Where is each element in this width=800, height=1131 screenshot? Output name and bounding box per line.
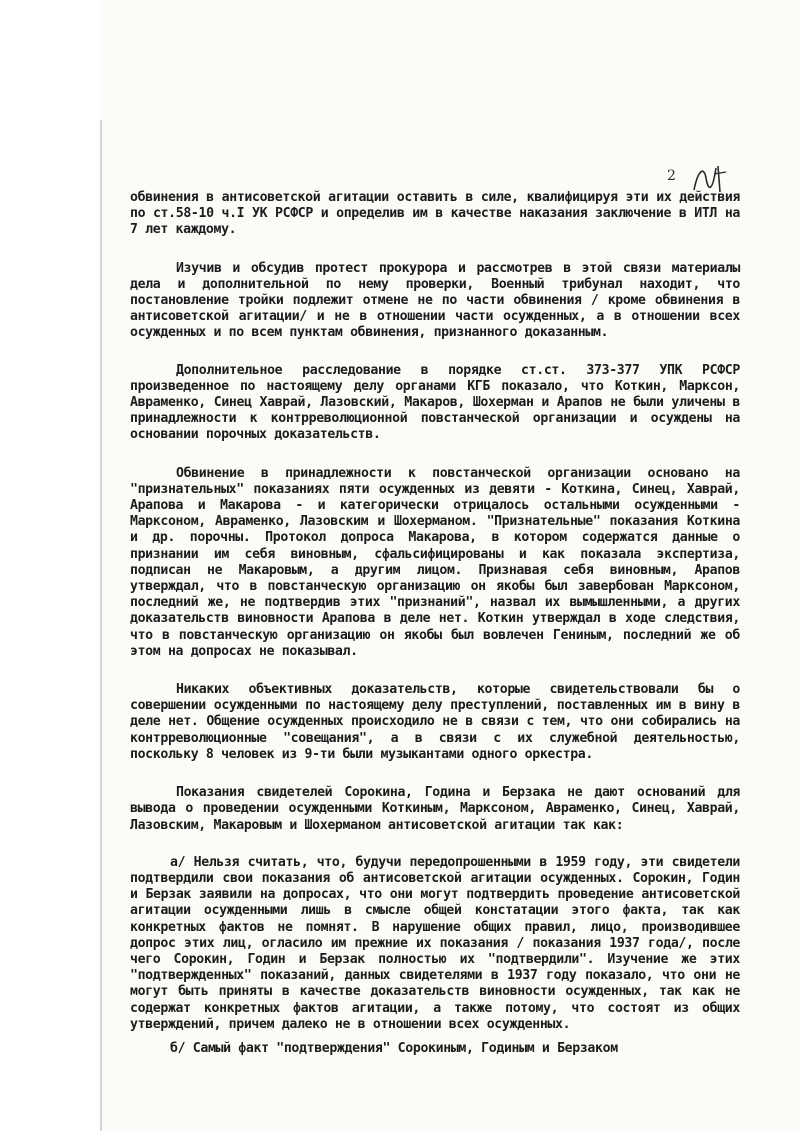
paragraph-6: Показания свидетелей Сорокина, Година и Берзака не дают оснований для вывода о проведении осужденными Коткиным, Марксоном, Авраменко, Синец, Хаврай, Лазовским, Макаровым и Шохерманом антисоветской агитации так как: (130, 785, 740, 833)
paragraph-8: б/ Самый факт "подтверждения" Сорокиным, Годиным и Берзаком (170, 1040, 618, 1056)
paper-crease (100, 120, 102, 1131)
paragraph-7: а/ Нельзя считать, что, будучи передопрошенными в 1959 году, эти свидетели подтвердили свои показания об антисоветской агитации осужденных. Сорокин, Годин и Берзак заявили на допросах, что они могут подтвердить проведение антисоветской агитации осужденными лишь в смысле общей констатации этого факта, так как конкретных фактов не помнят. В нарушение общих правил, лицо, производившее допрос этих лиц, огласило им прежние их показания / показания 1937 года/, после чего Сорокин, Годин и Берзак полностью их "подтвердили". Изучение же этих "подтвержденных" показаний, данных свидетелями в 1937 году показало, что они не могут быть приняты в качестве доказательств виновности осужденных, так как не содержат конкретных фактов агитации, а также потому, что состоят из общих утверждений, причем далеко не в отношении всех осужденных. (130, 854, 740, 1032)
page-margin (0, 0, 100, 1131)
paragraph-3: Дополнительное расследование в порядке ст.ст. 373-377 УПК РСФСР произведенное по настоящему делу органами КГБ показало, что Коткин, Марксон, Авраменко, Синец Хаврай, Лазовский, Макаров, Шохерман и Арапов не были уличены в принадлежности к контрреволюционной повстанческой организации и осуждены на основании порочных доказательств. (130, 362, 740, 443)
paragraph-5: Никаких объективных доказательств, которые свидетельствовали бы о совершении осужденными по настоящему делу преступлений, поставленных им в вину в деле нет. Общение осужденных происходило не в связи с тем, что они собирались на контрреволюционные "совещания", а в связи с их служебной деятельностью, поскольку 8 человек из 9-ти были музыкантами одного оркестра. (130, 682, 740, 762)
paragraph-1: обвинения в антисоветской агитации оставить в силе, квалифицируя эти их действия по ст.58-10 ч.I УК РСФСР и определив им в качестве наказания заключение в ИТЛ на 7 лет каждому. (130, 190, 740, 238)
paragraph-2: Изучив и обсудив протест прокурора и рассмотрев в этой связи материалы дела и дополнительной по нему проверки, Военный трибунал находит, что постановление тройки подлежит отмене не по части обвинения / кроме обвинения в антисоветской агитации/ и не в отношении части осужденных, а в отношении всех осужденных и по всем пунктам обвинения, признанного доказанным. (130, 260, 740, 341)
document-body (130, 190, 740, 1057)
page-number: 2 (667, 168, 676, 184)
paragraph-4: Обвинение в принадлежности к повстанческой организации основано на "признательных" показаниях пяти осужденных из девяти - Коткина, Синец, Хаврай, Арапова и Макарова - и категорически отрицалось остальными осужденными - Марксоном, Авраменко, Лазовским и Шохерманом. "Признательные" показания Коткина и др. порочны. Протокол допроса Макарова, в котором содержатся данные о признании им себя виновным, сфальсифицированы и как показала экспертиза, подписан не Макаровым, а другим лицом. Признавая себя виновным, Арапов утверждал, что в повстанческую организацию он якобы был завербован Марксоном, последний же, не подтвердив этих "признаний", назвал их вымышленными, а других доказательств виновности Арапова в деле нет. Коткин утверждал в ходе следствия, что в повстанческую организацию он якобы был вовлечен Гениным, последний же об этом на допросах не показывал. (130, 465, 740, 659)
